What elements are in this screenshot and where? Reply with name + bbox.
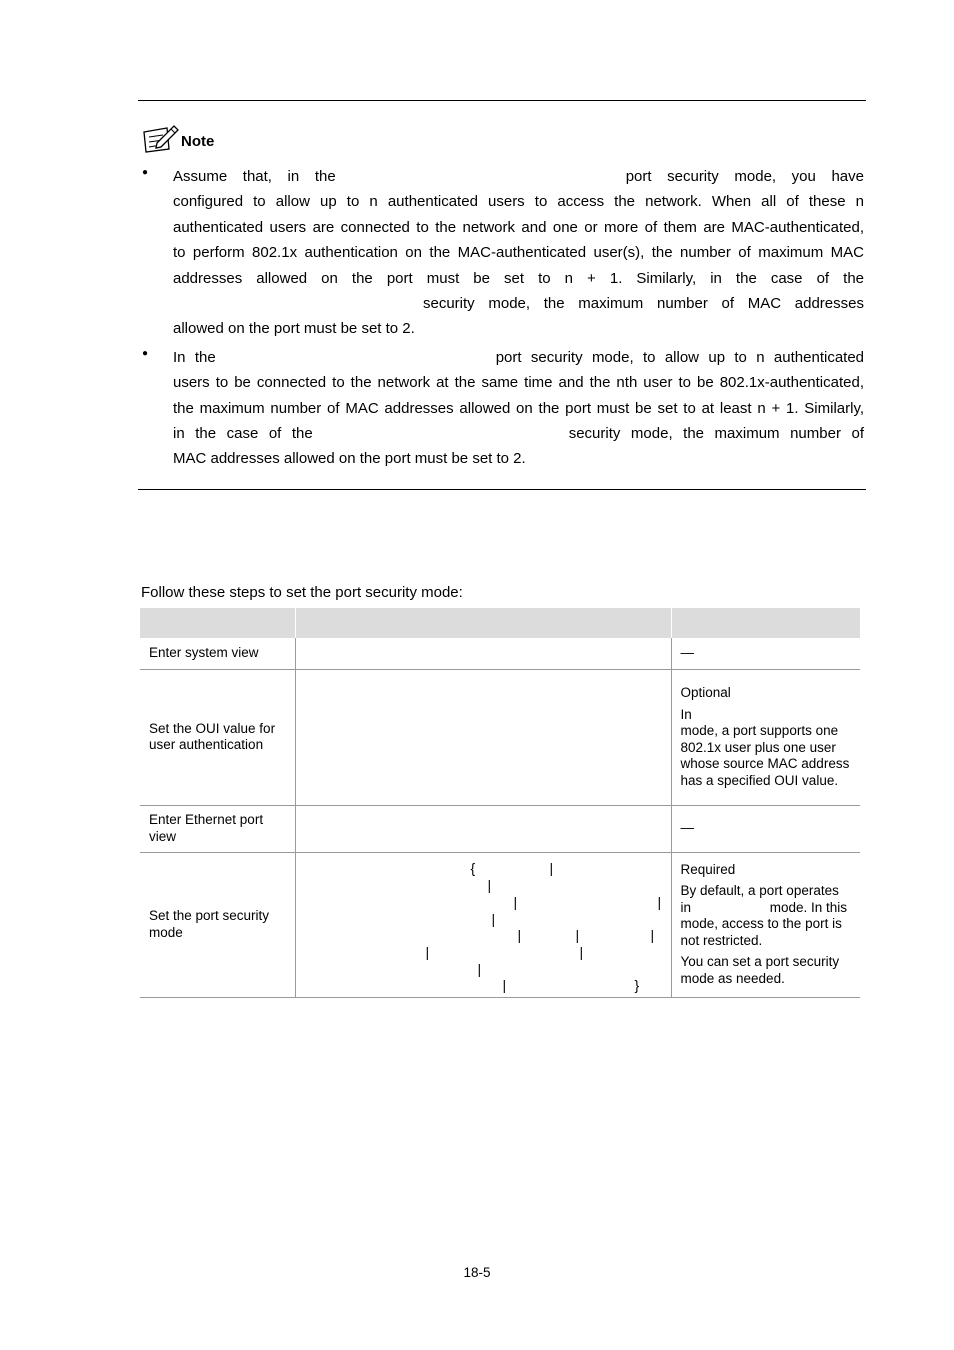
note-bullet-list xyxy=(138,164,864,472)
step-cell: Set the port security mode xyxy=(140,852,295,997)
remarks-cell: Required By default, a port operates in mode. In this mode, access to the port is not restricted. You can set a port security mode as needed. xyxy=(671,852,860,997)
command-cell xyxy=(295,805,671,852)
command-syntax-mark: | xyxy=(502,976,507,993)
steps-table xyxy=(140,608,860,998)
note-pencil-icon xyxy=(141,123,179,153)
text-line: in the case of the security mode, the maximum number of xyxy=(173,424,864,442)
text-line: Assume that, in the port security mode, you have xyxy=(173,168,864,185)
command-syntax-mark: | xyxy=(579,943,584,960)
bullet-dot-icon: ● xyxy=(142,347,149,359)
command-cell xyxy=(295,852,671,997)
text-line: the maximum number of MAC addresses allowed on the port must be set to at least n + 1. Similarly, xyxy=(173,399,864,417)
text-line: security mode, the maximum number of MAC addresses xyxy=(423,294,864,312)
table-header-row xyxy=(140,608,860,638)
text-line: MAC addresses allowed on the port must be set to 2. xyxy=(173,450,526,468)
command-syntax-mark: | xyxy=(477,960,482,977)
text-line: users to be connected to the network at the same time and the nth user to be 802.1x-authenticated, xyxy=(173,374,864,392)
text-line: to perform 802.1x authentication on the MAC-authenticated user(s), the number of maximum MAC xyxy=(173,244,864,262)
command-cell xyxy=(295,638,671,669)
command-syntax-mark: | xyxy=(575,926,580,943)
step-cell: Enter system view xyxy=(140,638,295,669)
note-bullet-1 xyxy=(138,164,864,342)
remarks-cell: — xyxy=(671,638,860,669)
command-syntax-mark: | xyxy=(425,943,430,960)
remarks-cell: — xyxy=(671,805,860,852)
text-line: configured to allow up to n authenticated users to access the network. When all of these n xyxy=(173,193,864,211)
command-syntax-mark: | xyxy=(487,876,492,893)
table-row xyxy=(140,805,860,852)
command-syntax-mark: | xyxy=(657,893,662,910)
command-syntax-mark: | xyxy=(650,926,655,943)
header-command xyxy=(295,608,671,638)
text-line: allowed on the port must be set to 2. xyxy=(173,320,415,338)
table-row xyxy=(140,669,860,805)
bottom-rule xyxy=(138,489,866,490)
top-rule xyxy=(138,100,866,101)
remarks-cell: Optional In mode, a port supports one 802.1x user plus one user whose source MAC address has a specified OUI value. xyxy=(671,669,860,805)
command-cell xyxy=(295,669,671,805)
command-syntax-mark: } xyxy=(634,976,640,993)
note-bullet-2 xyxy=(138,345,864,472)
table-row xyxy=(140,852,860,997)
page-number: 18-5 xyxy=(463,1265,491,1280)
text-line: addresses allowed on the port must be set to n + 1. Similarly, in the case of the xyxy=(173,269,864,287)
header-step xyxy=(140,608,295,638)
command-syntax-mark: { xyxy=(470,859,476,876)
command-syntax-mark: | xyxy=(517,926,522,943)
text-line: authenticated users are connected to the network and one or more of them are MAC-authenticated, xyxy=(173,218,864,236)
step-cell: Set the OUI value for user authentication xyxy=(140,669,295,805)
command-syntax-mark: | xyxy=(491,910,496,927)
command-syntax-mark: | xyxy=(513,893,518,910)
text-line: In the port security mode, to allow up to n authenticated xyxy=(173,348,865,366)
step-cell: Enter Ethernet port view xyxy=(140,805,295,852)
table-row xyxy=(140,638,860,669)
bullet-dot-icon: ● xyxy=(142,167,149,178)
command-syntax-mark: | xyxy=(549,859,554,876)
note-title: Note xyxy=(181,133,215,150)
note-heading xyxy=(141,121,214,153)
intro-text: Follow these steps to set the port security mode: xyxy=(141,584,463,601)
header-remarks xyxy=(671,608,860,638)
